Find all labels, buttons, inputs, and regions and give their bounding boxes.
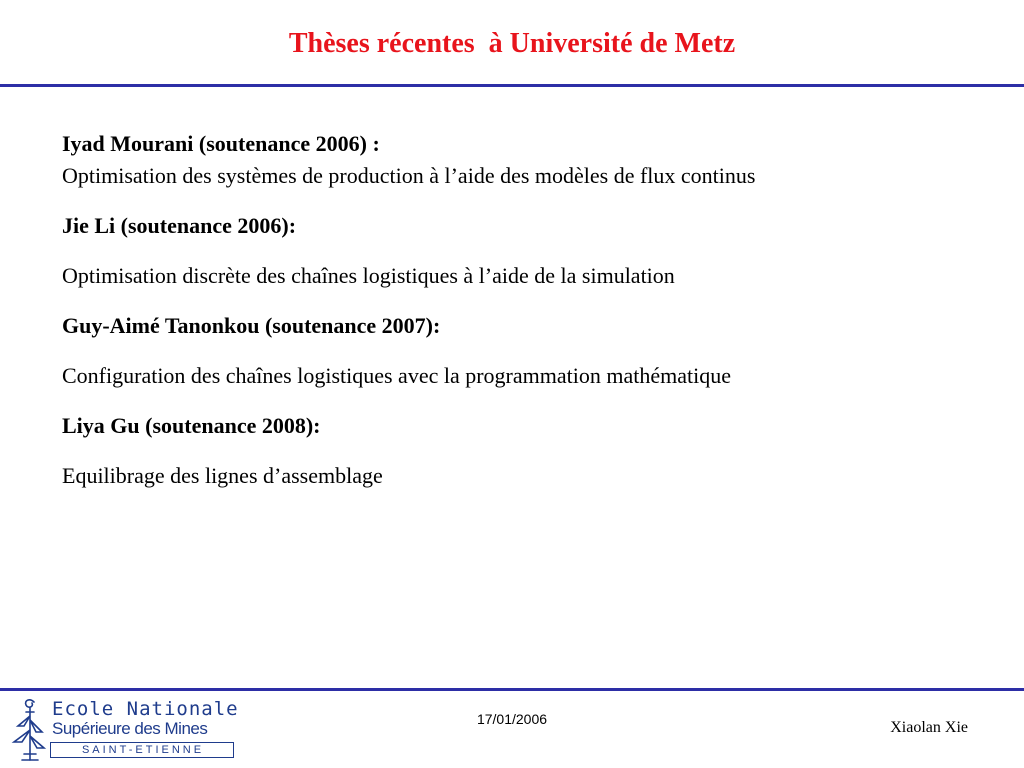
footer-author: Xiaolan Xie [890,719,968,736]
thesis-item [62,310,1002,392]
thesis-topic: Optimisation discrète des chaînes logistiques à l’aide de la simulation [62,263,675,288]
thesis-author: Guy-Aimé Tanonkou (soutenance 2007): [62,313,441,338]
slide-title: Thèses récentes à Université de Metz [288,28,736,59]
thesis-item [62,210,1002,292]
thesis-item [62,410,1002,492]
thesis-author: Liya Gu (soutenance 2008): [62,413,321,438]
thesis-topic: Equilibrage des lignes d’assemblage [62,463,383,488]
logo-city-box [50,742,234,758]
thesis-item [62,128,1002,192]
school-emblem-icon [4,696,52,764]
thesis-author: Iyad Mourani (soutenance 2006) : [62,131,380,156]
school-logo [4,696,240,764]
logo-school-subtitle: Supérieure des Mines [52,719,208,738]
thesis-list [62,128,1002,492]
thesis-topic: Configuration des chaînes logistiques avec la programmation mathématique [62,363,731,388]
logo-city: SAINT-ETIENNE [81,744,205,756]
footer-divider [0,688,1024,691]
thesis-author: Jie Li (soutenance 2006): [62,213,297,238]
thesis-topic: Optimisation des systèmes de production à l’aide des modèles de flux continus [62,163,756,188]
footer-date: 17/01/2006 [476,711,548,727]
header-divider [0,84,1024,87]
logo-school-name: Ecole Nationale [52,698,239,720]
